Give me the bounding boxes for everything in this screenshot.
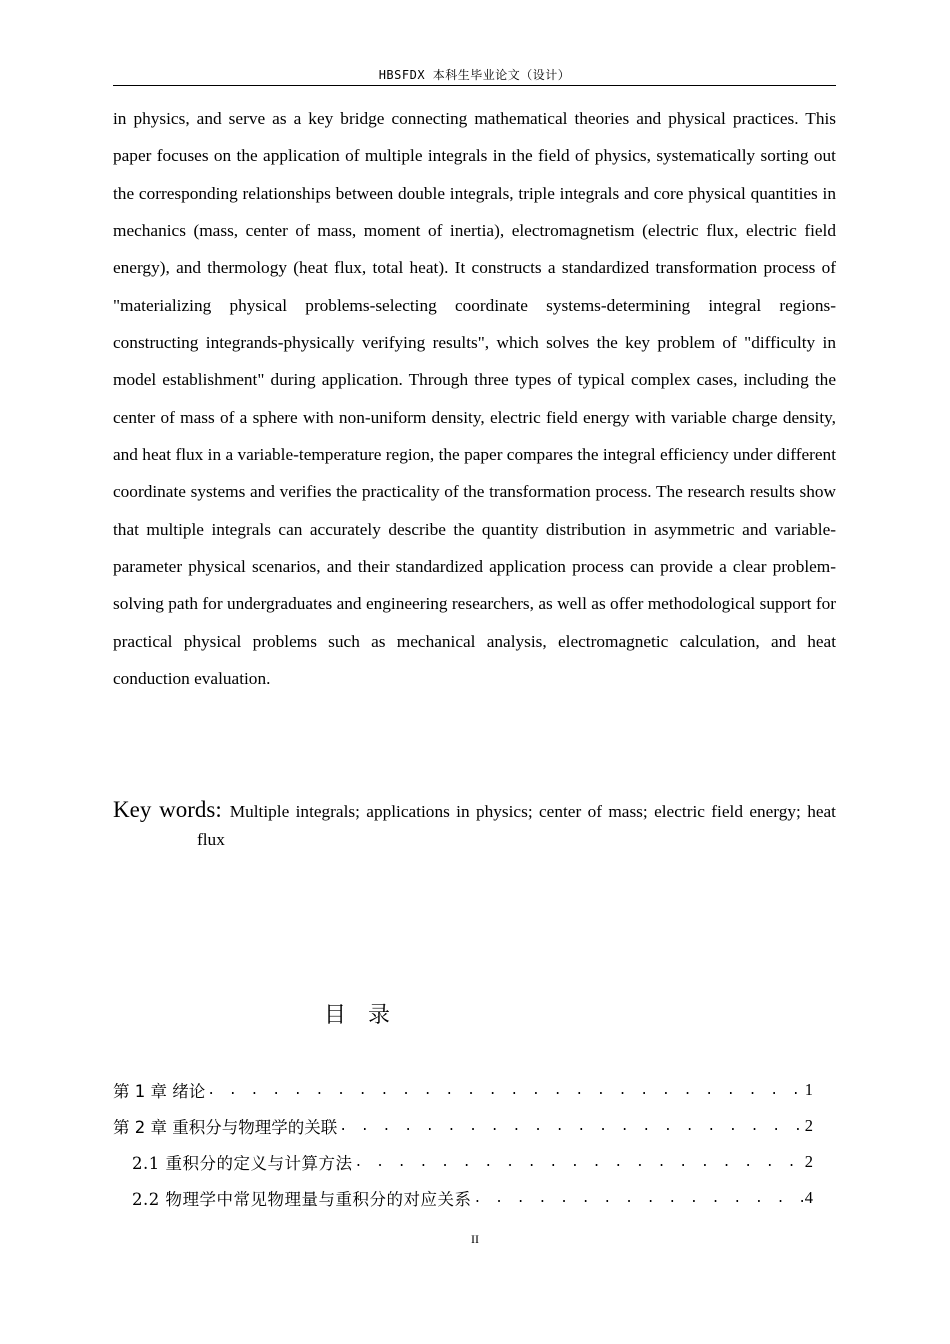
keywords-text: Multiple integrals; applications in physics; center of mass; electric field energy; heat flux bbox=[197, 802, 836, 849]
toc-entry-chapter-2[interactable] bbox=[113, 1108, 813, 1144]
toc-leader-dots bbox=[355, 1155, 803, 1170]
toc-entry-text: 第 2 章 重积分与物理学的关联 bbox=[113, 1118, 338, 1137]
toc-leader-dots bbox=[339, 1119, 803, 1134]
toc-entry-page: 2 bbox=[804, 1152, 813, 1171]
toc-title: 目录 bbox=[323, 1003, 412, 1028]
page-number: II bbox=[471, 1232, 479, 1246]
toc-entry-chapter-1[interactable] bbox=[113, 1072, 813, 1108]
toc-entry-section-2-1[interactable] bbox=[113, 1144, 813, 1180]
toc-entry-text: 第 1 章 绪论 bbox=[113, 1082, 206, 1101]
toc-entry-page: 1 bbox=[804, 1080, 813, 1099]
toc-entry-page: 2 bbox=[804, 1116, 813, 1135]
keywords-paragraph bbox=[113, 796, 836, 854]
toc-entry-text: 2.2 物理学中常见物理量与重积分的对应关系 bbox=[132, 1190, 472, 1209]
table-of-contents bbox=[113, 1072, 813, 1216]
keywords-label: Key words: bbox=[113, 797, 222, 822]
toc-leader-dots bbox=[207, 1083, 803, 1098]
toc-entry-section-2-2[interactable] bbox=[113, 1180, 813, 1216]
header-rule bbox=[113, 85, 836, 86]
toc-leader-dots bbox=[474, 1191, 803, 1206]
abstract-body: in physics, and serve as a key bridge connecting mathematical theories and physical practices. This paper focuses on the application of multiple integrals in the field of physics, systematically sorting out the corresponding relationships between double integrals, triple integrals and core physical quantities in mechanics (mass, center of mass, moment of inertia), electromagnetism (electric flux, electric field energy), and thermology (heat flux, total heat). It constructs a standardized transformation process of "materializing physical problems-selecting coordinate systems-determining integral regions-constructing integrands-physically verifying results", which solves the key problem of "difficulty in model establishment" during application. Through three types of typical complex cases, including the center of mass of a sphere with non-uniform density, electric field energy with variable charge density, and heat flux in a variable-temperature region, the paper compares the integral efficiency under different coordinate systems and verifies the practicality of the transformation process. The research results show that multiple integrals can accurately describe the quantity distribution in asymmetric and variable-parameter physical scenarios, and their standardized application process can provide a clear problem-solving path for undergraduates and engineering researchers, as well as offer methodological support for practical physical problems such as mechanical analysis, electromagnetic calculation, and heat conduction evaluation. bbox=[113, 109, 836, 689]
running-header: HBSFDX 本科生毕业论文（设计） bbox=[378, 68, 571, 82]
toc-entry-text: 2.1 重积分的定义与计算方法 bbox=[132, 1154, 353, 1173]
toc-entry-page: 4 bbox=[804, 1188, 813, 1207]
